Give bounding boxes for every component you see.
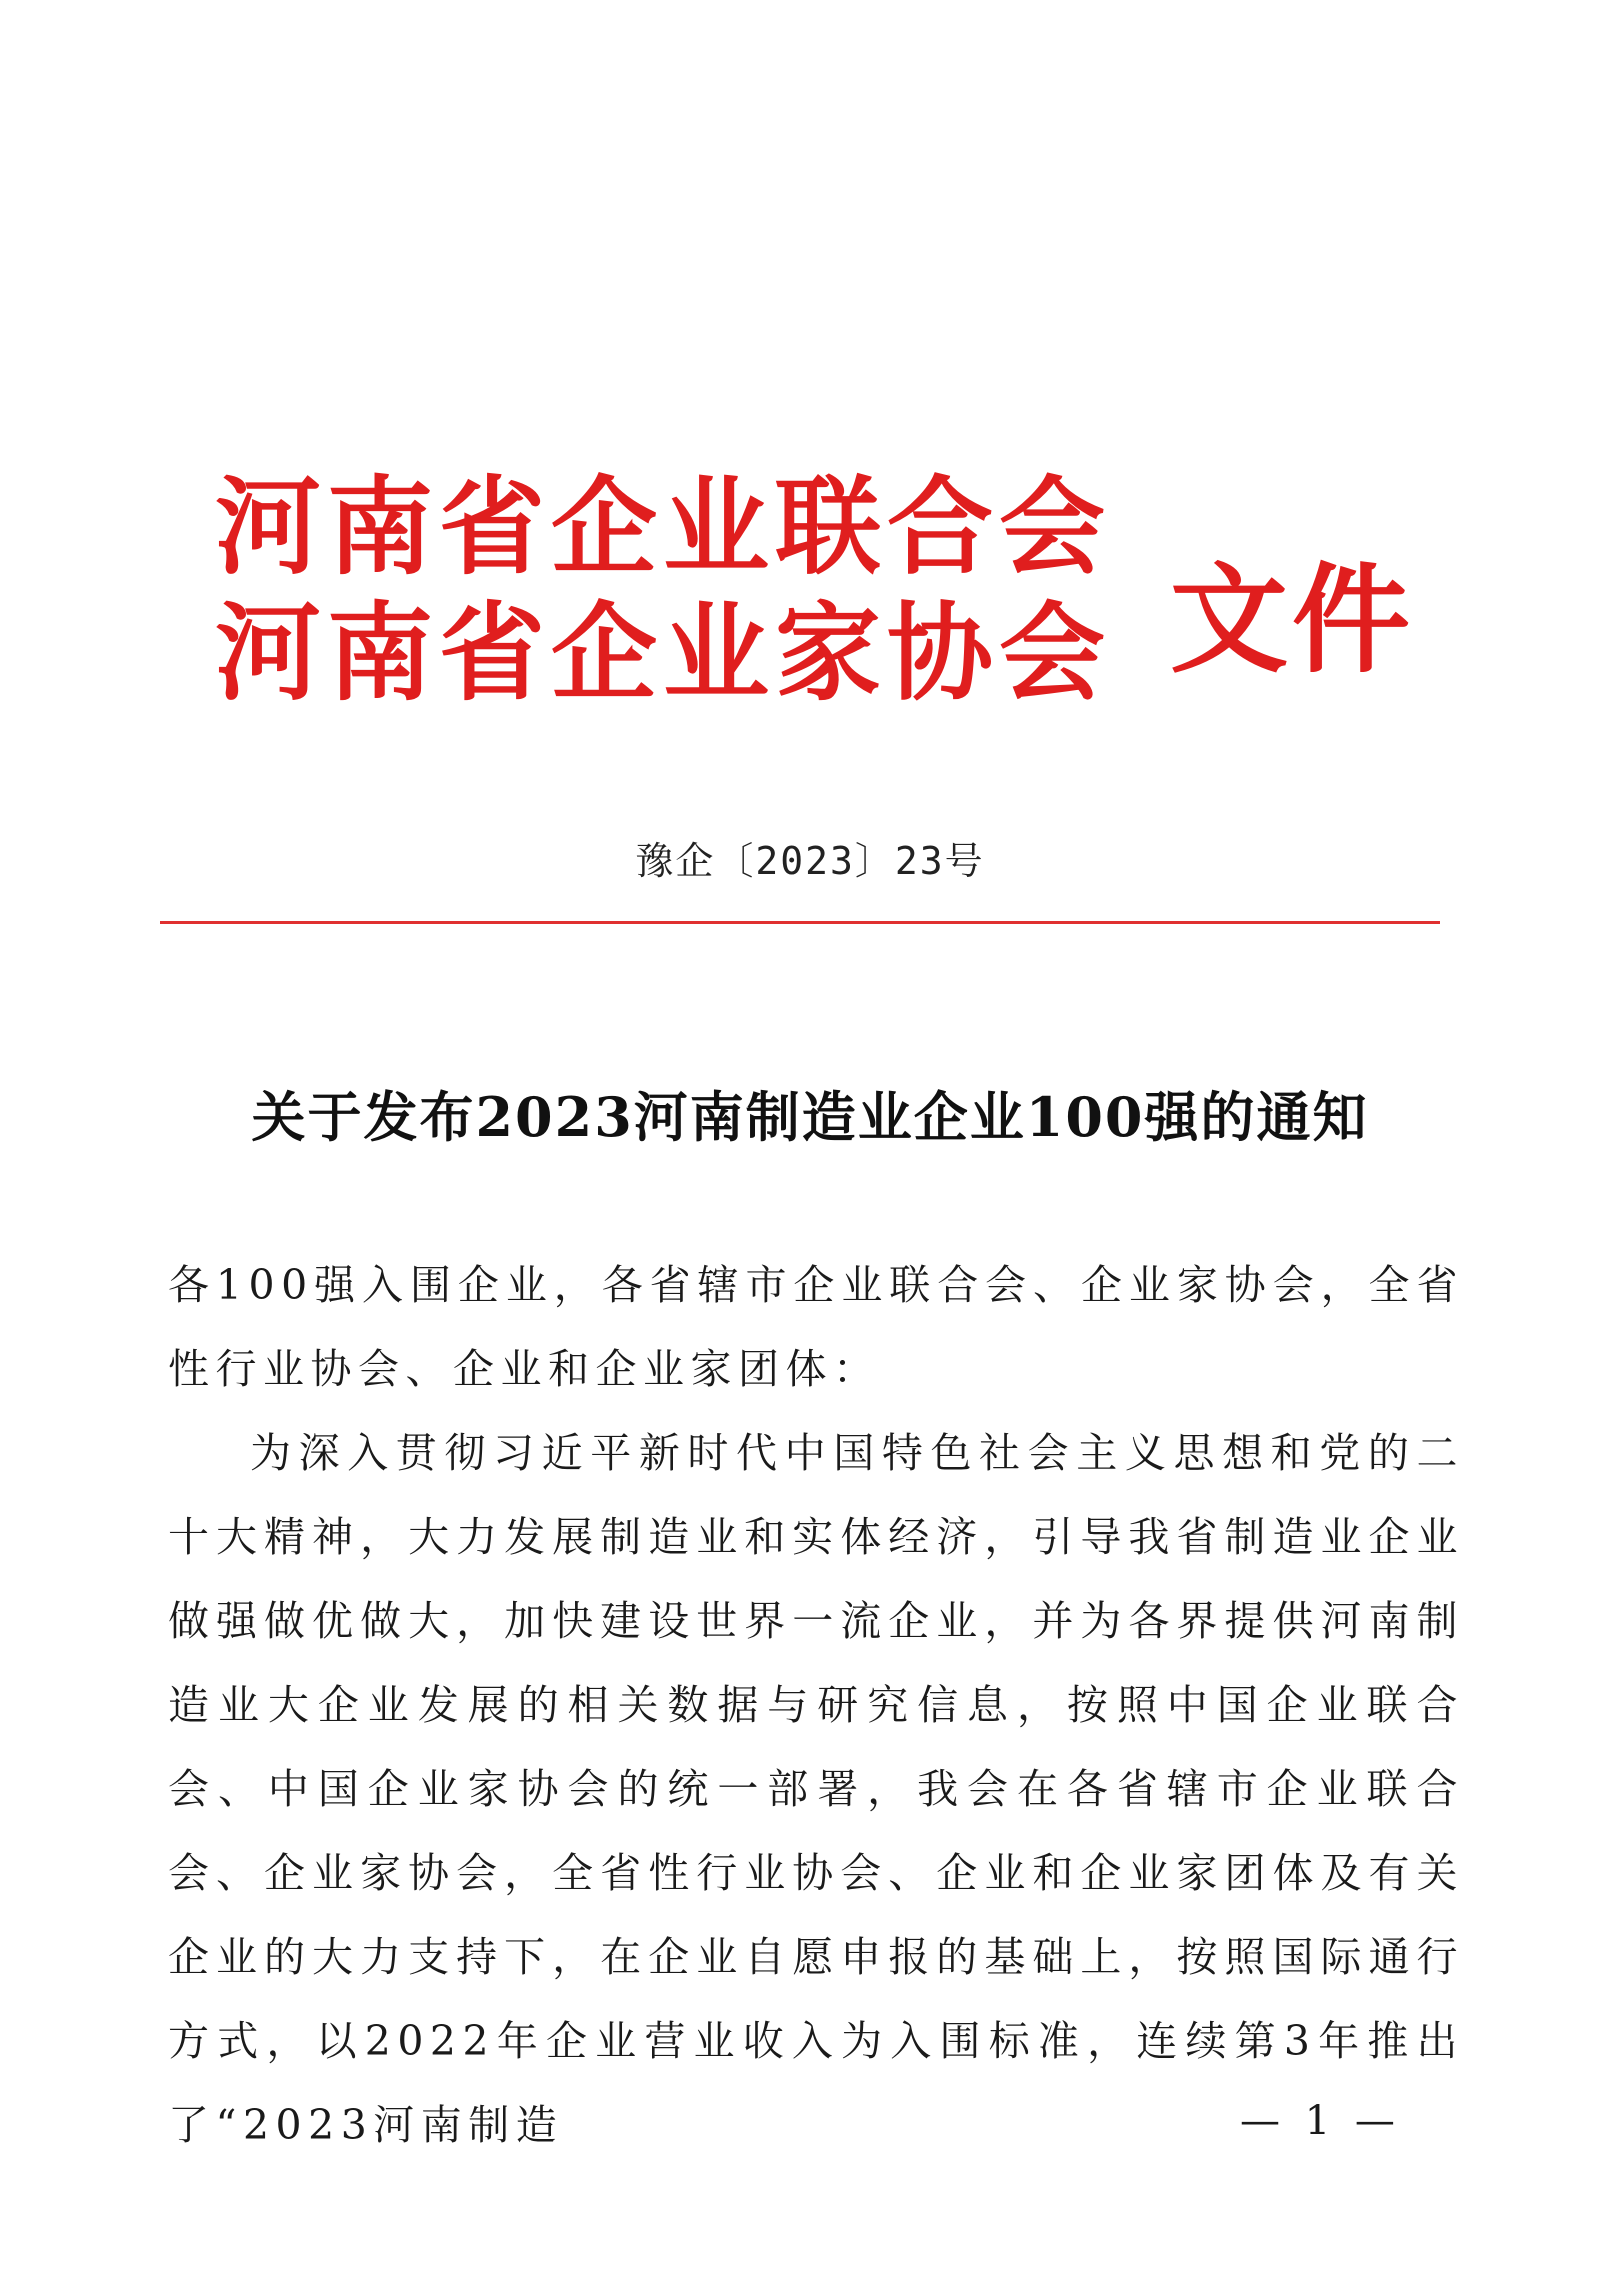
issuing-organizations: [215, 465, 1111, 717]
notice-title: 关于发布2023河南制造业企业100强的通知: [251, 1085, 1369, 1149]
org-name-line-1: 河南省企业联合会: [215, 466, 1111, 589]
page-number: — 1 —: [1240, 2098, 1401, 2144]
org-name-line-2: 河南省企业家协会: [215, 592, 1111, 715]
salutation: 各100强入围企业，各省辖市企业联合会、企业家协会，全省性行业协会、企业和企业家团体：: [168, 1261, 1464, 1393]
document-body: [168, 1243, 1464, 2167]
document-header: [215, 465, 1415, 745]
doc-type-label: 文件: [1170, 551, 1415, 689]
body-paragraph: 为深入贯彻习近平新时代中国特色社会主义思想和党的二十大精神，大力发展制造业和实体经济，引导我省制造业企业做强做优做大，加快建设世界一流企业，并为各界提供河南制造业大企业发展的相关数据与研究信息，按照中国企业联合会、中国企业家协会的统一部署，我会在各省辖市企业联合会、企业家协会，全省性行业协会、企业和企业家团体及有关企业的大力支持下，在企业自愿申报的基础上，按照国际通行方式，以2022年企业营业收入为入围标准，连续第3年推出了“2023河南制造: [168, 1429, 1464, 2149]
red-separator-line: [160, 921, 1440, 924]
document-number: 豫企〔2023〕23号: [635, 839, 985, 883]
